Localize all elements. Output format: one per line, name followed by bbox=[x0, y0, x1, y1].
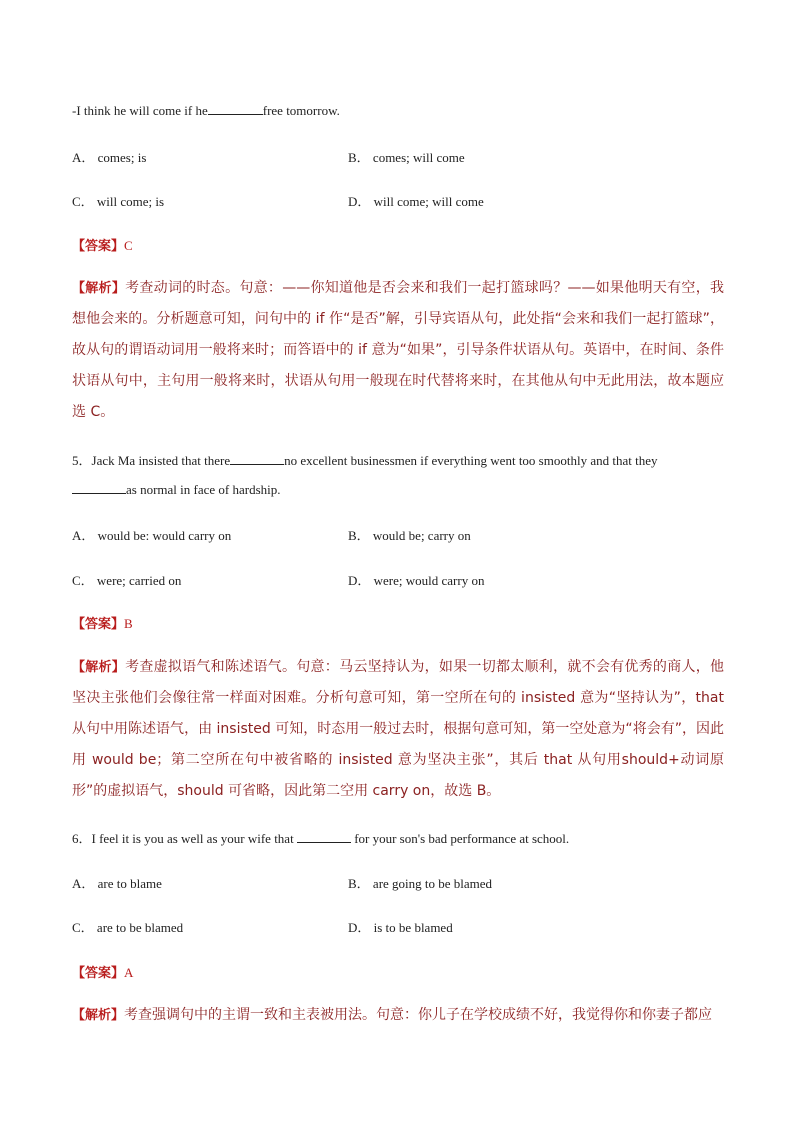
q5-analysis bbox=[72, 652, 724, 807]
q5-option-d: D． were; would carry on bbox=[348, 573, 485, 588]
q5-stem-line2 bbox=[72, 481, 281, 498]
q6-blank bbox=[297, 830, 351, 843]
q4-option-b: B． comes; will come bbox=[348, 150, 465, 165]
q6-stem bbox=[72, 828, 569, 847]
q6-option-d: D． is to be blamed bbox=[348, 920, 453, 935]
answer-value: B bbox=[124, 616, 133, 631]
q6-stem-post: for your son's bad performance at school. bbox=[354, 831, 570, 846]
q5-option-c: C． were; carried on bbox=[72, 573, 182, 588]
q6-option-a: A． are to blame bbox=[72, 876, 162, 891]
answer-tag: 【答案】 bbox=[72, 966, 125, 981]
answer-value: A bbox=[124, 965, 134, 980]
q4-blank bbox=[208, 102, 263, 115]
q5-stem-post: as normal in face of hardship. bbox=[126, 482, 281, 497]
q5-stem-line1 bbox=[72, 450, 657, 469]
q4-stem bbox=[72, 102, 340, 119]
q5-blank-2 bbox=[72, 481, 126, 494]
q5-blank-1 bbox=[230, 452, 284, 465]
q6-number: 6． bbox=[72, 831, 92, 846]
q4-stem-post: free tomorrow. bbox=[262, 103, 340, 118]
answer-value: C bbox=[124, 238, 133, 253]
q4-analysis bbox=[72, 273, 724, 428]
q6-stem-pre: I feel it is you as well as your wife that bbox=[91, 831, 294, 846]
q4-answer bbox=[72, 235, 133, 254]
q6-analysis bbox=[72, 1000, 724, 1031]
q6-answer bbox=[72, 962, 133, 981]
q4-option-d: D． will come; will come bbox=[348, 194, 484, 209]
q5-stem-pre: Jack Ma insisted that there bbox=[91, 453, 231, 468]
q5-answer bbox=[72, 613, 133, 632]
q5-number: 5． bbox=[72, 453, 92, 468]
q4-option-a: A． comes; is bbox=[72, 150, 147, 165]
analysis-text: 考查虚拟语气和陈述语气。句意：马云坚持认为，如果一切都太顺利，就不会有优秀的商人，他坚决主张他们会像往常一样面对困难。分析句意可知，第一空所在句的 insisted 意为“坚持认为”，that 从句中用陈述语气，由 insisted 可知，时态用一般过去时，根据句意可知，第一空处意为“将会有”，因此用 would be；第二空所在句中被省略的 insisted 意为坚决主张”，其后 that 从句用should+动词原形”的虚拟语气，should 可省略，因此第二空用 carry on，故选 B。 bbox=[72, 659, 724, 799]
q6-option-b: B． are going to be blamed bbox=[348, 876, 493, 891]
analysis-tag: 【解析】 bbox=[72, 660, 126, 675]
analysis-tag: 【解析】 bbox=[72, 281, 126, 296]
q5-option-b: B． would be; carry on bbox=[348, 528, 471, 543]
answer-tag: 【答案】 bbox=[72, 239, 125, 254]
q4-stem-pre: -I think he will come if he bbox=[72, 103, 208, 118]
analysis-tag: 【解析】 bbox=[72, 1008, 125, 1023]
analysis-text: 考查强调句中的主谓一致和主表被用法。句意：你儿子在学校成绩不好，我觉得你和你妻子都应 bbox=[124, 1007, 713, 1023]
q4-option-c: C． will come; is bbox=[72, 194, 165, 209]
answer-tag: 【答案】 bbox=[72, 617, 125, 632]
q5-stem-mid: no excellent businessmen if everything went too smoothly and that they bbox=[284, 453, 658, 468]
analysis-text: 考查动词的时态。句意：——你知道他是否会来和我们一起打篮球吗？——如果他明天有空，我想他会来的。分析题意可知，问句中的 if 作“是否”解，引导宾语从句，此处指“会来和我们一起打篮球”，故从句的谓语动词用一般将来时；而答语中的 if 意为“如果”，引导条件状语从句。英语中，在时间、条件状语从句中，主句用一般将来时，状语从句用一般现在时代替将来时，在其他从句中无此用法，故本题应选 C。 bbox=[72, 280, 724, 420]
q5-option-a: A． would be: would carry on bbox=[72, 528, 232, 543]
q6-option-c: C． are to be blamed bbox=[72, 920, 184, 935]
